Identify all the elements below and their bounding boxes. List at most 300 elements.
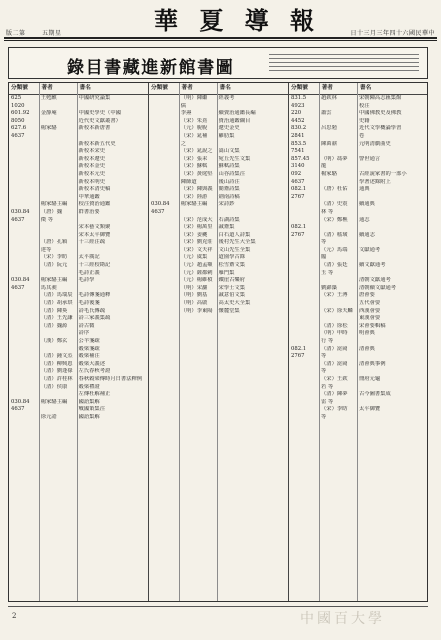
entry-classno — [289, 277, 319, 285]
entry-author: 楊家駱 — [321, 170, 337, 177]
entry-author: （宋）張耒 — [180, 155, 208, 162]
entry-author: （唐）杜佑 — [321, 186, 348, 193]
entry-title: 雞肋集 — [218, 132, 235, 139]
catalogue-entry — [149, 141, 288, 149]
entry-classno — [9, 384, 39, 392]
entry-author: （清）史震 — [321, 201, 348, 208]
entry-author — [319, 179, 357, 187]
entry-classno — [289, 414, 319, 422]
entry-classno — [149, 277, 179, 285]
catalogue-entry — [149, 186, 288, 194]
entry-classno — [289, 330, 319, 338]
catalogue-entry — [289, 300, 427, 308]
entry-title: 十三經校勘記 — [78, 262, 111, 269]
entry-author: （明）李東陽 — [180, 307, 213, 314]
entry-classno — [289, 239, 319, 247]
entry-title: 經義考 — [218, 95, 235, 101]
entry-classno — [289, 308, 319, 316]
entry-author: 劉錦藻 — [321, 284, 337, 291]
catalogue-entry — [289, 103, 427, 111]
entry-title: 毛詩後箋 — [78, 300, 100, 307]
entry-author: （元）薩都剌 — [180, 269, 213, 276]
entry-title: 清朝續文獻通考 — [359, 284, 397, 291]
entry-author: （元）楊維楨 — [180, 277, 213, 284]
catalogue-entry — [289, 406, 427, 414]
entry-title: 穀梁大義述 — [78, 360, 106, 367]
entry-author — [179, 209, 217, 217]
entry-classno — [9, 163, 39, 171]
catalogue-entry — [9, 224, 148, 232]
entry-title: 警世通言 — [359, 155, 381, 162]
entry-classno — [289, 270, 319, 278]
catalogue-entry — [9, 338, 148, 346]
catalogue-entry — [289, 353, 427, 361]
entry-classno: 220 — [291, 110, 302, 117]
entry-title: 嵩山文集 — [218, 148, 240, 155]
catalogue-entry — [149, 148, 288, 156]
catalogue-entry — [289, 125, 427, 133]
entry-classno — [289, 217, 319, 225]
entry-classno — [9, 239, 39, 247]
entry-title: 宋朝陳高志匯集館 — [359, 95, 402, 101]
entry-classno — [9, 148, 39, 156]
entry-classno — [9, 156, 39, 164]
catalogue-entry — [149, 201, 288, 209]
band-2-header — [149, 83, 288, 95]
entry-classno — [149, 254, 179, 262]
entry-classno — [9, 414, 39, 422]
entry-author: （漢）鄭玄 — [40, 338, 68, 344]
entry-classno: 3140 — [291, 163, 305, 170]
catalogue-entry — [9, 361, 148, 369]
entry-classno: 2841 — [291, 132, 305, 139]
entry-title: 遼史金史 — [218, 125, 240, 132]
band-3-header — [289, 83, 427, 95]
entry-author: （清）崑岡 — [321, 360, 348, 367]
entry-title: 太平御覽 — [359, 406, 381, 413]
catalogue-entry — [149, 133, 288, 141]
entry-author: （元）脫脫 — [180, 125, 208, 132]
entry-title: 近代文學概論學習 — [359, 125, 402, 132]
catalogue-entry — [149, 247, 288, 255]
entry-author: 馬其昶 — [40, 284, 57, 291]
entry-classno — [289, 368, 319, 376]
catalogue-entry — [289, 330, 427, 338]
entry-title: 松雪齋文集 — [218, 262, 246, 269]
catalogue-entry — [289, 315, 427, 323]
catalogue-entry — [149, 118, 288, 126]
entry-classno — [289, 247, 319, 255]
entry-classno — [9, 308, 39, 316]
catalogue-entry — [9, 262, 148, 270]
entry-classno: 2767 — [291, 231, 305, 238]
entry-title: 續通典 — [359, 201, 375, 208]
entry-author — [319, 300, 357, 308]
entry-author — [319, 224, 357, 232]
entry-classno — [9, 232, 39, 240]
entry-author: （明）宋濂 — [180, 284, 208, 291]
masthead-char-3: 導 — [244, 6, 269, 35]
entry-classno: 4637 — [291, 178, 305, 185]
entry-title: 詩古微 — [78, 322, 95, 329]
entry-author: 等 — [321, 368, 327, 375]
entry-title: 詩毛氏傳疏 — [78, 307, 106, 314]
entry-classno — [149, 224, 179, 232]
catalogue-entry — [289, 118, 427, 126]
entry-classno — [289, 406, 319, 414]
catalogue-entry — [289, 368, 427, 376]
entry-author: （清）鍾文烝 — [40, 353, 73, 360]
entry-author — [39, 186, 77, 194]
entry-classno — [149, 194, 179, 202]
entry-classno — [289, 361, 319, 369]
entry-title: 史籍 — [359, 117, 370, 124]
entry-classno — [9, 179, 39, 187]
catalogue-entry — [9, 300, 148, 308]
catalogue-entry — [9, 148, 148, 156]
entry-classno — [289, 323, 319, 331]
entry-title: 新校本元史 — [78, 170, 106, 177]
entry-classno — [149, 163, 179, 171]
col-author-header: 著者 — [181, 85, 193, 91]
col-classno-header: 分類號 — [11, 85, 28, 91]
entry-author: （宋）晁補 — [180, 132, 208, 139]
entry-classno — [289, 391, 319, 399]
entry-classno — [149, 125, 179, 133]
catalogue-entry — [289, 179, 427, 187]
entry-title — [357, 194, 427, 202]
entry-author: （清）陳奐 — [40, 307, 68, 314]
entry-title: 公羊箋疏 — [78, 338, 100, 344]
entry-classno — [289, 201, 319, 209]
entry-author: （唐）魏 — [40, 208, 62, 215]
catalogue-entry — [289, 338, 427, 346]
entry-author: （宋）楊萬里 — [180, 224, 213, 231]
entry-author: （清）徐松 — [321, 322, 348, 329]
entry-author: 龍 — [321, 163, 327, 170]
issue-date: 日十三月三年四十六國民華中 — [350, 30, 435, 37]
catalogue-entry — [9, 384, 148, 392]
entry-title: 道園學古錄 — [218, 254, 246, 261]
entry-classno: 601.92 — [11, 110, 30, 117]
entry-author: 林 等 — [321, 208, 334, 215]
entry-title — [77, 285, 148, 293]
entry-author: （清）胡承珙 — [40, 300, 73, 307]
catalogue-entry — [149, 270, 288, 278]
entry-title — [357, 270, 427, 278]
entry-title: 西漢會要 — [359, 307, 381, 314]
entry-title — [357, 239, 427, 247]
catalogue-band-3 — [289, 83, 427, 601]
band-3-body — [289, 95, 427, 601]
entry-author — [39, 224, 77, 232]
entry-title: 簡齋詩集 — [218, 186, 240, 193]
catalogue-entry — [289, 209, 427, 217]
entry-classno — [9, 391, 39, 399]
entry-title: 國語集解 — [78, 398, 100, 405]
entry-title: 蘇軾詩集 — [218, 163, 240, 170]
entry-classno — [149, 110, 179, 118]
entry-author — [319, 118, 357, 126]
entry-author: 徵 等 — [40, 216, 54, 223]
catalogue-entry — [9, 323, 148, 331]
catalogue-entry — [149, 95, 288, 103]
header-rule-thick — [4, 37, 437, 39]
catalogue-entry — [149, 179, 288, 187]
entry-author — [39, 346, 77, 354]
col-title-header: 書名 — [79, 85, 91, 91]
entry-title: 古經說家書的一部小 — [359, 170, 407, 177]
entry-classno — [289, 315, 319, 323]
entry-classno — [149, 217, 179, 225]
entry-title: 宋會要輯稿 — [359, 322, 386, 329]
column-divider — [39, 83, 40, 601]
entry-title — [77, 103, 148, 111]
entry-author: （清）王先謙 — [40, 315, 73, 322]
catalogue-entry — [9, 133, 148, 141]
entry-classno: 2767 — [291, 193, 305, 200]
catalogue-entry — [289, 156, 427, 164]
catalogue-table — [8, 82, 428, 602]
entry-author: 李燾 — [180, 110, 192, 117]
entry-classno — [149, 95, 179, 103]
entry-title: 五代會要 — [359, 300, 381, 307]
catalogue-entry — [149, 254, 288, 262]
catalogue-entry — [289, 308, 427, 316]
catalogue-entry — [289, 254, 427, 262]
catalogue-entry — [289, 247, 427, 255]
catalogue-entry — [289, 262, 427, 270]
entry-title — [357, 399, 427, 407]
entry-classno: 4637 — [151, 208, 165, 215]
entry-classno — [289, 285, 319, 293]
entry-author: 若 等 — [321, 383, 334, 390]
entry-title: 中國史學史（中國 — [78, 110, 121, 117]
catalogue-entry — [9, 239, 148, 247]
entry-author: 楊家駱主編 — [40, 277, 68, 284]
entry-title: 後山詩注 — [218, 178, 240, 185]
col-author-header: 著者 — [41, 85, 53, 91]
catalogue-entry — [289, 186, 427, 194]
entry-author: 楊家駱主編 — [180, 201, 208, 208]
entry-author: （宋）晁說之 — [180, 148, 213, 155]
entry-classno — [149, 308, 179, 316]
entry-author: （宋）蘇軾 — [180, 163, 208, 170]
entry-author: 儒 — [180, 102, 187, 109]
catalogue-entry — [289, 148, 427, 156]
entry-classno — [9, 292, 39, 300]
col-author-header: 著者 — [321, 85, 333, 91]
footer-rule — [8, 606, 428, 607]
catalogue-entry — [149, 224, 288, 232]
entry-author: （宋）陸游 — [180, 193, 208, 200]
entry-author: （明）申時 — [321, 330, 348, 337]
catalogue-entry — [289, 217, 427, 225]
entry-title: 左氏春秋考證 — [78, 368, 111, 375]
entry-title: 誠齋集 — [218, 224, 235, 231]
entry-title: 通典 — [359, 186, 370, 193]
entry-title: 劍南詩稿 — [218, 193, 240, 200]
entry-author — [39, 270, 77, 278]
entry-title: 詩三家義集疏 — [78, 315, 111, 322]
entry-title: 高太史大全集 — [218, 300, 251, 307]
entry-classno — [9, 353, 39, 361]
entry-title: 山谷詩集注 — [218, 170, 246, 177]
col-classno-header: 分類號 — [151, 85, 168, 91]
entry-classno — [289, 292, 319, 300]
catalogue-entry — [9, 368, 148, 376]
entry-author: 陳師道 — [180, 178, 197, 185]
catalogue-entry — [289, 414, 427, 422]
entry-author: （元）虞集 — [180, 254, 208, 261]
column-divider — [77, 83, 78, 601]
entry-title: 毛詩傳箋通釋 — [78, 292, 111, 299]
column-divider — [319, 83, 320, 601]
catalogue-entry — [289, 323, 427, 331]
entry-classno — [9, 194, 39, 202]
entry-title — [77, 247, 148, 255]
entry-title: 東漢會要 — [359, 315, 381, 322]
entry-author: （宋）陳與義 — [180, 186, 213, 193]
entry-classno — [9, 330, 39, 338]
entry-title: 後村先生大全集 — [218, 239, 256, 246]
entry-title: 文獻通考 — [359, 246, 381, 253]
entry-classno — [289, 399, 319, 407]
entry-title: 宋本藝文類聚 — [78, 224, 111, 231]
catalogue-entry — [9, 201, 148, 209]
entry-classno — [149, 171, 179, 179]
entry-author: 等 — [321, 353, 327, 360]
entry-classno — [9, 141, 39, 149]
entry-classno — [149, 285, 179, 293]
entry-author: 臨 — [321, 254, 327, 261]
entry-author: （元）趙孟頫 — [180, 262, 213, 269]
col-title-header: 書名 — [219, 85, 231, 91]
entry-title: 新校本明史 — [78, 178, 106, 185]
entry-title: 宋詩鈔 — [218, 201, 235, 208]
catalogue-band-2 — [149, 83, 289, 601]
catalogue-entry — [9, 247, 148, 255]
catalogue-entry — [9, 308, 148, 316]
catalogue-entry — [149, 217, 288, 225]
catalogue-entry — [149, 300, 288, 308]
entry-classno: 625 — [11, 95, 22, 101]
entry-classno — [149, 247, 179, 255]
entry-title — [357, 353, 427, 361]
entry-title: 穀梁禮證 — [78, 383, 100, 390]
entry-author: （宋）范成大 — [180, 216, 213, 223]
entry-title: 春秋穀梁傳時月日書法釋例 — [78, 375, 143, 382]
entry-author — [319, 194, 357, 202]
catalogue-entry — [9, 186, 148, 194]
entry-title: 校注資治通鑑 — [78, 201, 111, 208]
entry-title: 新校本遼史 — [78, 155, 106, 162]
catalogue-entry — [149, 232, 288, 240]
entry-title: 新校本新五代史 — [78, 140, 116, 147]
masthead-char-1: 華 — [154, 6, 178, 35]
catalogue-entry — [289, 133, 427, 141]
catalogue-entry — [289, 110, 427, 118]
entry-classno — [149, 141, 179, 149]
entry-title: 新校本宋史 — [78, 148, 106, 155]
masthead-char-4: 報 — [289, 6, 314, 35]
entry-classno: 4637 — [11, 216, 25, 223]
entry-classno — [289, 254, 319, 262]
entry-title: 中國佛教史及佛教 — [359, 110, 402, 117]
entry-author: （唐）孔穎 — [40, 239, 68, 246]
entry-author — [39, 330, 77, 338]
article-title: 錄目書藏進新館書圖 — [67, 58, 235, 78]
entry-author: （清）柳興恩 — [40, 360, 73, 367]
col-title-header: 書名 — [360, 85, 372, 91]
entry-title: 資治通鑑綱目 — [218, 117, 251, 124]
entry-title: 群書治要 — [78, 208, 100, 215]
entry-author — [39, 194, 77, 202]
catalogue-entry — [289, 285, 427, 293]
catalogue-entry — [9, 194, 148, 202]
entry-classno — [149, 133, 179, 141]
entry-title: 白石道人詩集 — [218, 231, 251, 238]
entry-author: （明）馮夢 — [321, 155, 348, 162]
entry-author: （清）馬瑞辰 — [40, 292, 73, 299]
entry-classno — [149, 156, 179, 164]
entry-title: 中華通鑑 — [78, 193, 100, 200]
entry-author: （清）陳夢 — [321, 391, 348, 398]
catalogue-entry — [149, 239, 288, 247]
entry-title: 雁門集 — [218, 269, 235, 276]
entry-author — [39, 391, 77, 399]
entry-title — [357, 224, 427, 232]
page-number: 2 — [12, 612, 17, 620]
entry-title — [217, 141, 288, 149]
entry-author — [39, 406, 77, 414]
entry-title: 詩序 — [78, 330, 90, 337]
entry-classno: 831.5 — [291, 95, 307, 101]
entry-author: （清）阮元 — [40, 262, 68, 269]
catalogue-entry — [289, 232, 427, 240]
catalogue-entry — [289, 239, 427, 247]
catalogue-entry — [9, 217, 148, 225]
entry-title: 鐵崖古樂府 — [218, 277, 246, 284]
entry-classno: 082.1 — [291, 224, 307, 231]
catalogue-entry — [9, 315, 148, 323]
entry-author — [319, 277, 357, 285]
entry-classno — [149, 292, 179, 300]
entry-title: 學著述錄附上 — [359, 178, 391, 185]
entry-classno: 2767 — [291, 353, 305, 360]
entry-author: 呂思勉 — [321, 125, 337, 132]
article-title-box — [8, 47, 428, 79]
entry-title: 新校本金史 — [78, 163, 106, 170]
entry-author — [39, 118, 77, 126]
entry-author: （宋）劉克莊 — [180, 239, 213, 246]
entry-author — [39, 163, 77, 171]
entry-author: （明）高啟 — [180, 300, 208, 307]
catalogue-entry — [149, 110, 288, 118]
entry-author: （明）陳繼 — [180, 95, 208, 101]
entry-title: 國語集解 — [78, 413, 100, 420]
entry-classno — [149, 270, 179, 278]
entry-title: 清會典 — [359, 345, 375, 352]
entry-classno: 030.84 — [151, 201, 170, 208]
entry-classno: 8050 — [11, 117, 25, 124]
entry-classno: 082.1 — [291, 186, 307, 193]
entry-classno — [149, 262, 179, 270]
entry-author: 之 — [180, 140, 187, 147]
catalogue-entry — [149, 163, 288, 171]
catalogue-entry — [289, 141, 427, 149]
entry-classno — [149, 232, 179, 240]
